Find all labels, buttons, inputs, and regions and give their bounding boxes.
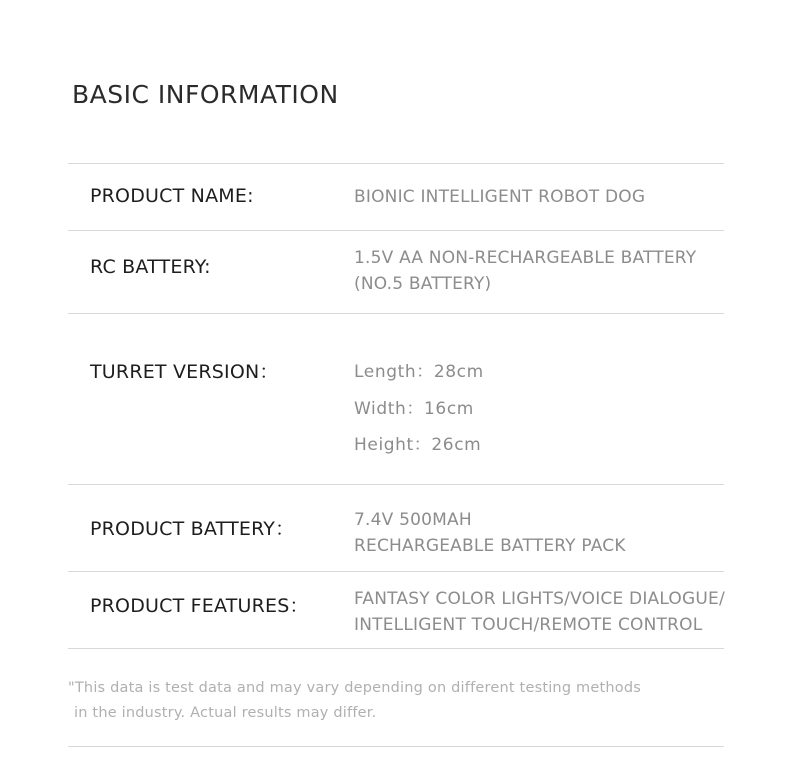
row-label: PRODUCT FEATURES： xyxy=(90,595,309,617)
row-value-line: Width：16cm xyxy=(354,398,474,419)
row-value-line: Height：26cm xyxy=(354,435,482,456)
row-value-line: BIONIC INTELLIGENT ROBOT DOG xyxy=(354,186,646,207)
footnote-line: in the industry. Actual results may differ. xyxy=(74,705,377,722)
table-row xyxy=(68,572,724,648)
table-row xyxy=(68,314,724,484)
footnote xyxy=(68,676,738,727)
row-value-line: (NO.5 BATTERY) xyxy=(354,274,492,295)
row-value xyxy=(354,485,724,560)
table-row xyxy=(68,231,724,313)
page-title: BASIC INFORMATION xyxy=(72,80,339,109)
row-value-line: Length：28cm xyxy=(354,362,484,382)
table-row xyxy=(68,164,724,230)
row-value-line: INTELLIGENT TOUCH/REMOTE CONTROL xyxy=(354,615,703,636)
row-value-line: RECHARGEABLE BATTERY PACK xyxy=(354,536,626,557)
row-value xyxy=(354,572,729,639)
table-row xyxy=(68,485,724,571)
row-value-line: 7.4V 500MAH xyxy=(354,510,472,530)
row-value-line: 1.5V AA NON-RECHARGEABLE BATTERY xyxy=(354,248,697,268)
row-label: PRODUCT NAME: xyxy=(90,185,254,208)
divider xyxy=(68,746,724,747)
row-label: PRODUCT BATTERY： xyxy=(90,518,295,540)
row-label: TURRET VERSION： xyxy=(90,361,279,383)
divider xyxy=(68,648,724,649)
row-value xyxy=(354,184,724,210)
row-value xyxy=(354,231,724,298)
specifications-table xyxy=(68,163,724,649)
row-value xyxy=(354,314,724,464)
row-value-line: FANTASY COLOR LIGHTS/VOICE DIALOGUE/ xyxy=(354,589,725,609)
row-label: RC BATTERY: xyxy=(90,256,211,278)
footnote-line: "This data is test data and may vary depending on different testing methods xyxy=(68,680,641,696)
